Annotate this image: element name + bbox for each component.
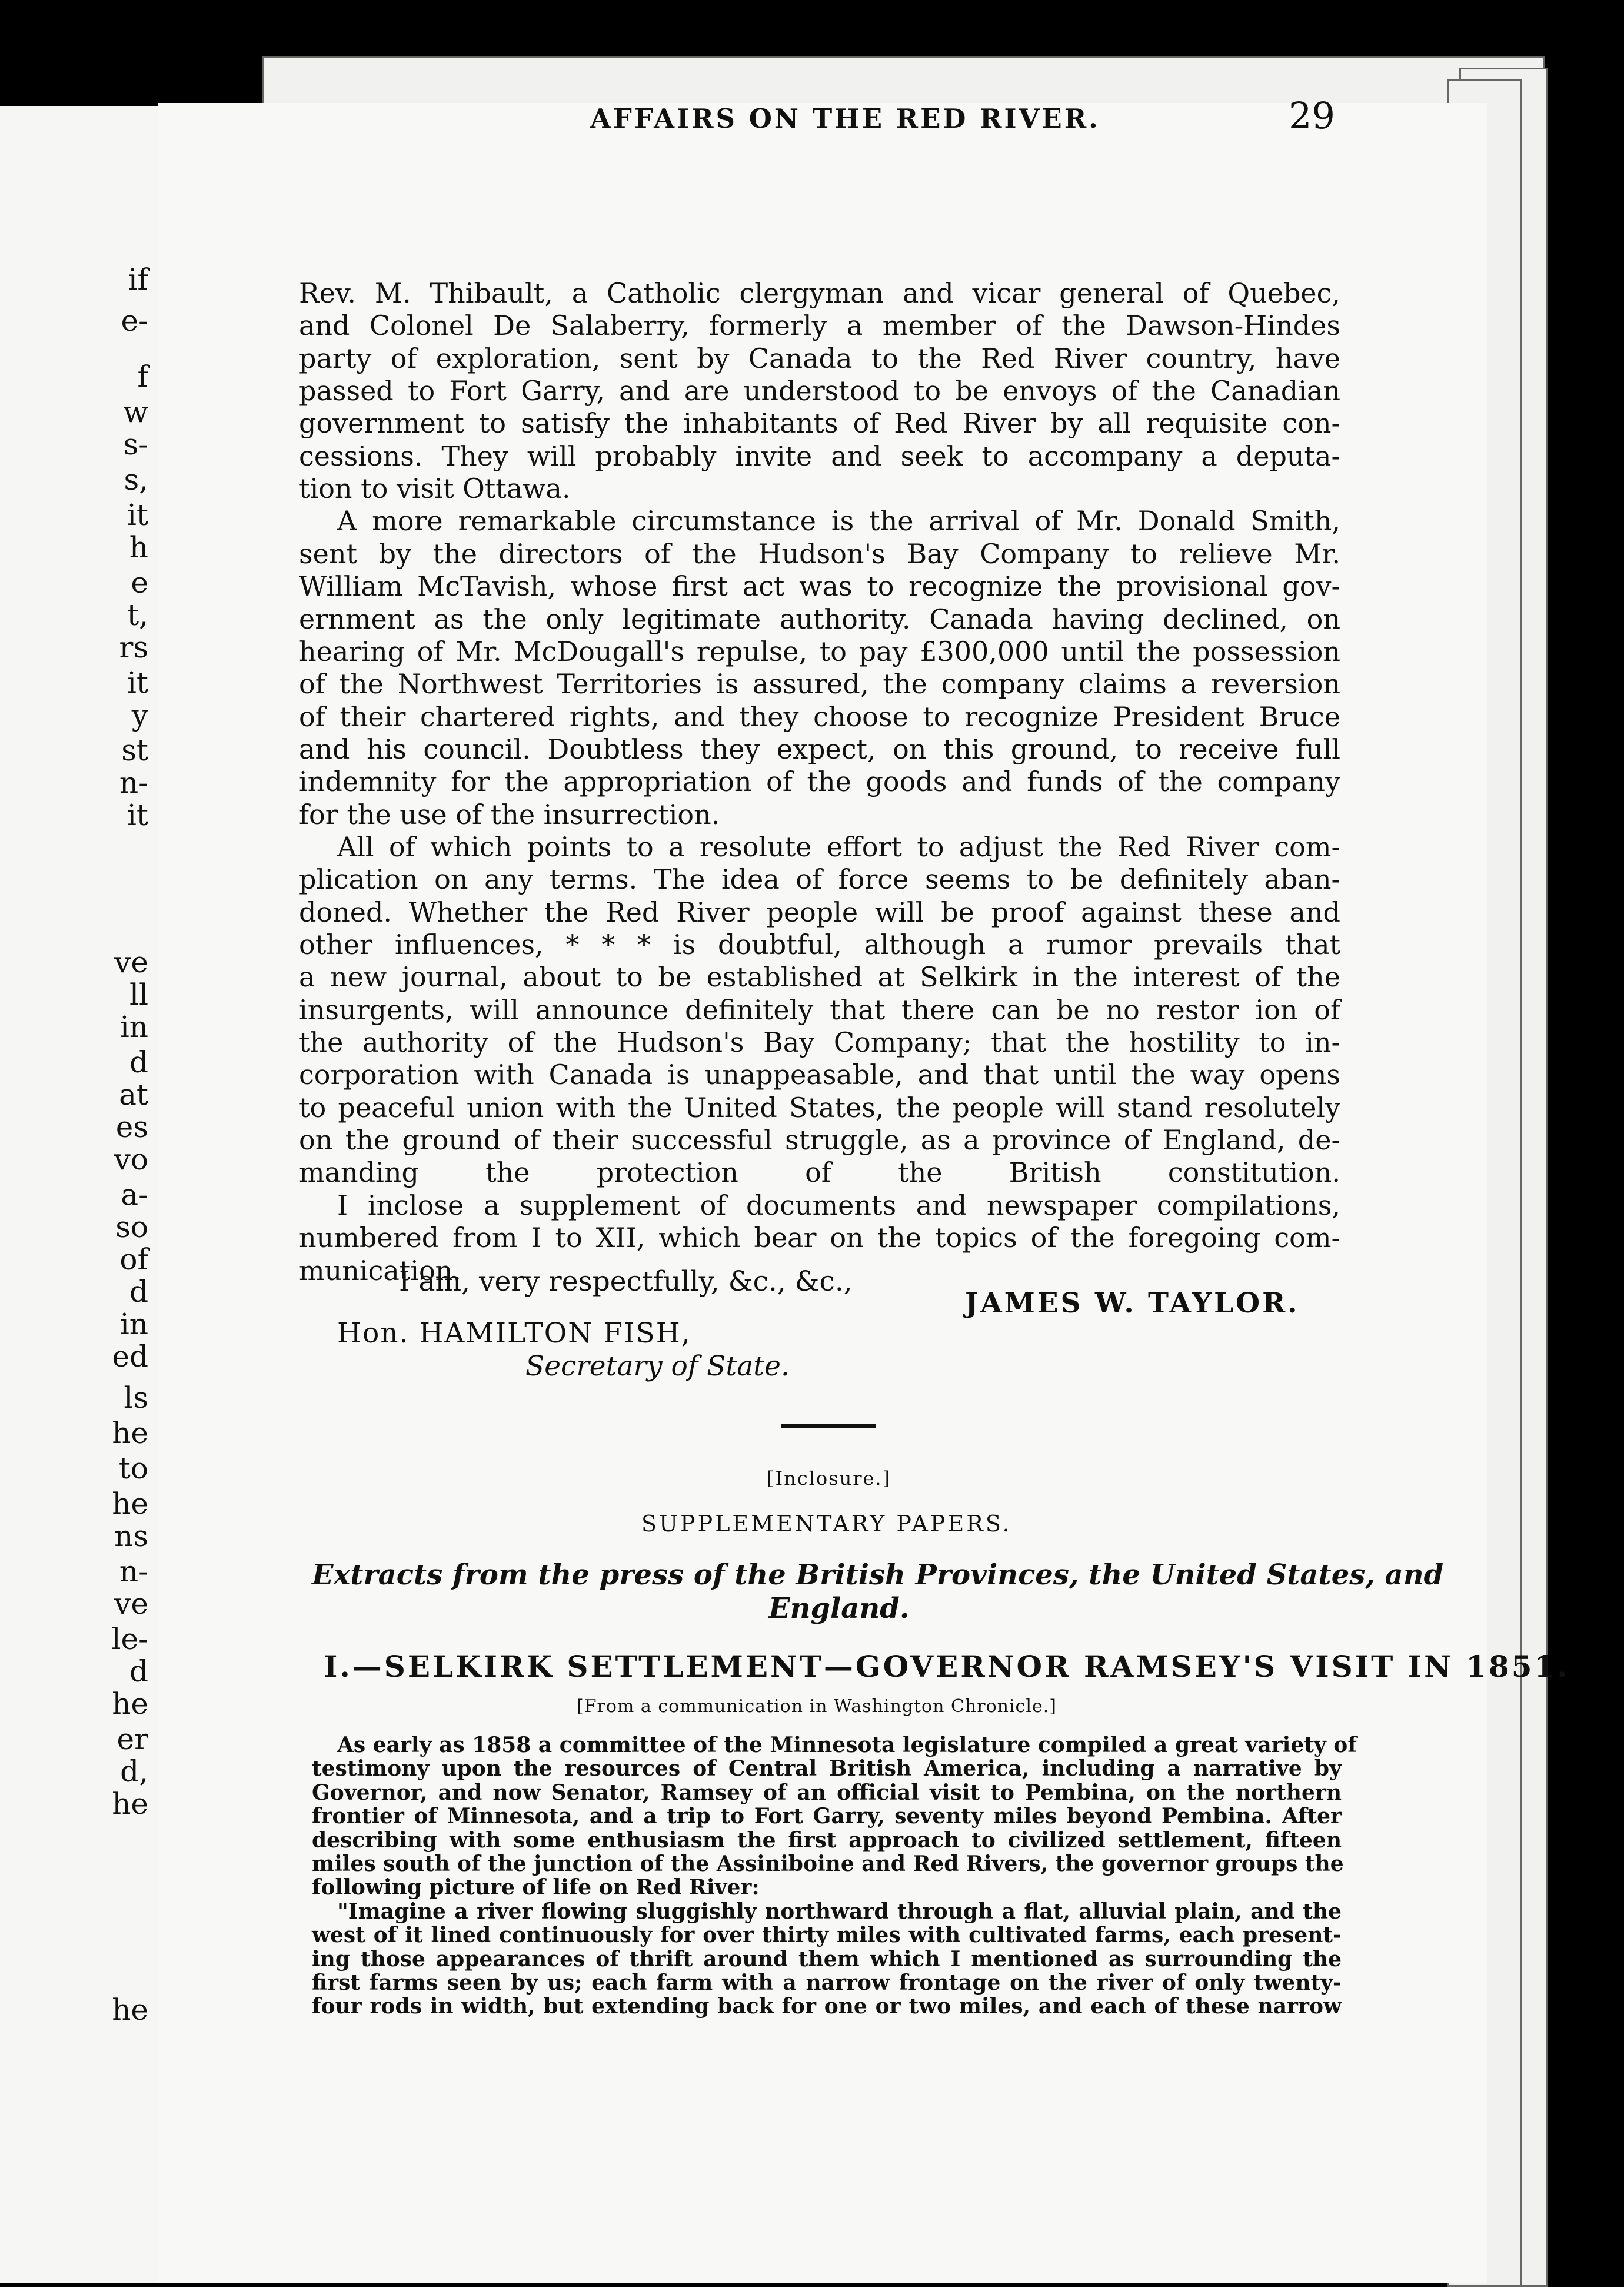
- body-line: sent by the directors of the Hudson's Bay Company to relieve Mr.: [299, 537, 1340, 570]
- body-line: of their chartered rights, and they choose to recognize President Bruce: [299, 700, 1340, 733]
- left-page-fragment: st: [121, 733, 148, 767]
- extract-line: ing those appearances of thrift around them which I mentioned as surrounding the: [312, 1946, 1342, 1972]
- left-page-fragment: he: [112, 1487, 148, 1521]
- body-line: hearing of Mr. McDougall's repulse, to pay £300,000 until the possession: [299, 635, 1340, 667]
- running-head: AFFAIRS ON THE RED RIVER.: [590, 103, 1100, 134]
- left-page-fragment: w: [123, 395, 148, 429]
- section-heading: I.—SELKIRK SETTLEMENT—GOVERNOR RAMSEY'S VISIT IN 1851.: [324, 1649, 1570, 1684]
- left-page-fragment: ns: [114, 1519, 148, 1553]
- page-number: 29: [1289, 94, 1335, 137]
- extract-line: frontier of Minnesota, and a trip to Fort Garry, seventy miles beyond Pembina. After: [312, 1804, 1342, 1829]
- left-page-fragment: y: [131, 698, 148, 732]
- left-page-fragment: s-: [123, 427, 148, 461]
- body-line: corporation with Canada is unappeasable, and that until the way opens: [299, 1059, 1340, 1091]
- body-line: I inclose a supplement of documents and newspaper compilations,: [337, 1189, 1340, 1221]
- source-note: [From a communication in Washington Chronicle.]: [577, 1696, 1057, 1717]
- left-page-fragment: it: [127, 666, 148, 700]
- inclosure-label: [Inclosure.]: [767, 1467, 891, 1490]
- left-page-fragment: he: [112, 1416, 148, 1450]
- letter-addressee: Hon. HAMILTON FISH,: [337, 1317, 691, 1349]
- body-line: the authority of the Hudson's Bay Company; that the hostility to in-: [299, 1026, 1340, 1059]
- left-page-fragment: s,: [124, 463, 148, 497]
- left-page-fragment: he: [112, 1993, 148, 2027]
- left-page-fragment: ve: [114, 945, 148, 979]
- left-page-fragment: h: [129, 530, 148, 564]
- extract-line: Governor, and now Senator, Ramsey of an official visit to Pembina, on the northern: [312, 1780, 1342, 1805]
- letter-addressee-title: Secretary of State.: [525, 1350, 790, 1382]
- left-page-fragment: in: [119, 1010, 148, 1044]
- left-page-fragment: t,: [127, 598, 148, 632]
- left-page-fragment: e: [131, 566, 148, 600]
- body-line: of the Northwest Territories is assured, the company claims a reversion: [299, 668, 1340, 700]
- extracts-subtitle-line2: England.: [768, 1592, 910, 1625]
- left-page-fragment: d,: [120, 1754, 148, 1789]
- left-page-fragment: if: [128, 262, 148, 297]
- section-rule: [781, 1424, 876, 1428]
- extract-line: "Imagine a river flowing sluggishly northward through a flat, alluvial plain, and the: [337, 1899, 1342, 1924]
- body-line: government to satisfy the inhabitants of Red River by all requisite con-: [299, 407, 1340, 440]
- extracts-subtitle-line1: Extracts from the press of the British Provinces, the United States, and: [312, 1558, 1444, 1591]
- body-line: plication on any terms. The idea of force seems to be definitely aban-: [299, 863, 1340, 896]
- left-facing-page: [0, 106, 160, 2283]
- body-line: party of exploration, sent by Canada to the Red River country, have: [299, 342, 1340, 374]
- body-line: tion to visit Ottawa.: [299, 473, 571, 505]
- body-line: for the use of the insurrection.: [299, 798, 720, 830]
- body-line: cessions. They will probably invite and seek to accompany a deputa-: [299, 440, 1340, 472]
- left-page-fragment: ve: [114, 1587, 148, 1621]
- body-line: numbered from I to XII, which bear on the topics of the foregoing com-: [299, 1222, 1340, 1254]
- left-page-fragment: of: [119, 1242, 148, 1277]
- extract-line: describing with some enthusiasm the first approach to civilized settlement, fifteen: [312, 1827, 1342, 1853]
- left-page-fragment: n-: [119, 766, 148, 800]
- extract-line: As early as 1858 a committee of the Minnesota legislature compiled a great variety of: [337, 1733, 1357, 1757]
- left-page-fragment: so: [115, 1210, 148, 1244]
- letter-closing: I am, very respectfully, &c., &c.,: [399, 1265, 853, 1298]
- extract-line: four rods in width, but extending back for one or two miles, and each of these narrow: [312, 1994, 1342, 2019]
- body-line: All of which points to a resolute effort to adjust the Red River com-: [337, 830, 1340, 863]
- body-line: and his council. Doubtless they expect, on this ground, to receive full: [299, 733, 1340, 765]
- left-page-fragment: er: [117, 1722, 148, 1756]
- left-page-fragment: n-: [119, 1554, 148, 1588]
- left-page-fragment: e-: [121, 304, 148, 338]
- supplementary-heading: SUPPLEMENTARY PAPERS.: [641, 1511, 1012, 1537]
- body-line: doned. Whether the Red River people will be proof against these and: [299, 896, 1340, 928]
- body-line: Rev. M. Thibault, a Catholic clergyman and vicar general of Quebec,: [299, 277, 1340, 309]
- left-page-fragment: rs: [119, 630, 148, 664]
- left-page-fragment: ed: [112, 1339, 148, 1374]
- body-line: indemnity for the appropriation of the goods and funds of the company: [299, 766, 1340, 798]
- left-page-fragment: es: [115, 1110, 148, 1144]
- body-line: passed to Fort Garry, and are understood to be envoys of the Canadian: [299, 375, 1340, 407]
- body-line: to peaceful union with the United States, the people will stand resolutely: [299, 1091, 1340, 1123]
- extract-line: west of it lined continuously for over thirty miles with cultivated farms, each present-: [312, 1923, 1342, 1948]
- left-page-fragment: at: [119, 1078, 148, 1112]
- left-page-fragment: f: [137, 360, 148, 394]
- extract-line: testimony upon the resources of Central British America, including a narrative by: [312, 1756, 1342, 1781]
- body-line: and Colonel De Salaberry, formerly a member of the Dawson-Hindes: [299, 310, 1340, 342]
- left-page-fragment: d: [129, 1045, 148, 1079]
- left-page-fragment: ls: [124, 1381, 148, 1415]
- left-page-fragment: he: [112, 1687, 148, 1721]
- body-line: A more remarkable circumstance is the arrival of Mr. Donald Smith,: [337, 505, 1340, 537]
- left-page-fragment: le-: [111, 1622, 148, 1656]
- left-page-fragment: d: [129, 1654, 148, 1688]
- left-page-fragment: he: [112, 1787, 148, 1821]
- left-page-fragment: ll: [129, 978, 148, 1012]
- left-page-fragment: vo: [114, 1142, 148, 1176]
- body-line: ernment as the only legitimate authority. Canada having declined, on: [299, 603, 1340, 635]
- body-line: William McTavish, whose first act was to recognize the provisional gov-: [299, 570, 1340, 603]
- body-line: a new journal, about to be established at Selkirk in the interest of the: [299, 961, 1340, 993]
- letter-signature: JAMES W. TAYLOR.: [965, 1287, 1300, 1319]
- extract-line: following picture of life on Red River:: [312, 1875, 760, 1900]
- left-page-fragment: it: [127, 498, 148, 532]
- left-page-fragment: a-: [121, 1178, 148, 1212]
- main-page: [158, 94, 1570, 2283]
- extract-line: first farms seen by us; each farm with a narrow frontage on the river of only twenty-: [312, 1970, 1342, 1995]
- page-edge-top: [262, 56, 1545, 107]
- body-line: other influences, * * * is doubtful, although a rumor prevails that: [299, 929, 1340, 960]
- left-page-fragment: to: [118, 1451, 148, 1485]
- body-line: insurgents, will announce definitely that there can be no restor ion of: [299, 993, 1340, 1026]
- left-page-fragment: d: [129, 1275, 148, 1309]
- body-line: munication.: [299, 1254, 461, 1287]
- extract-line: miles south of the junction of the Assiniboine and Red Rivers, the governor groups the: [312, 1851, 1344, 1876]
- left-page-fragment: it: [127, 798, 148, 832]
- left-page-fragment: in: [119, 1307, 148, 1341]
- body-line: on the ground of their successful struggle, as a province of England, de-: [299, 1124, 1340, 1156]
- body-line: manding the protection of the British constitution.: [299, 1156, 1340, 1189]
